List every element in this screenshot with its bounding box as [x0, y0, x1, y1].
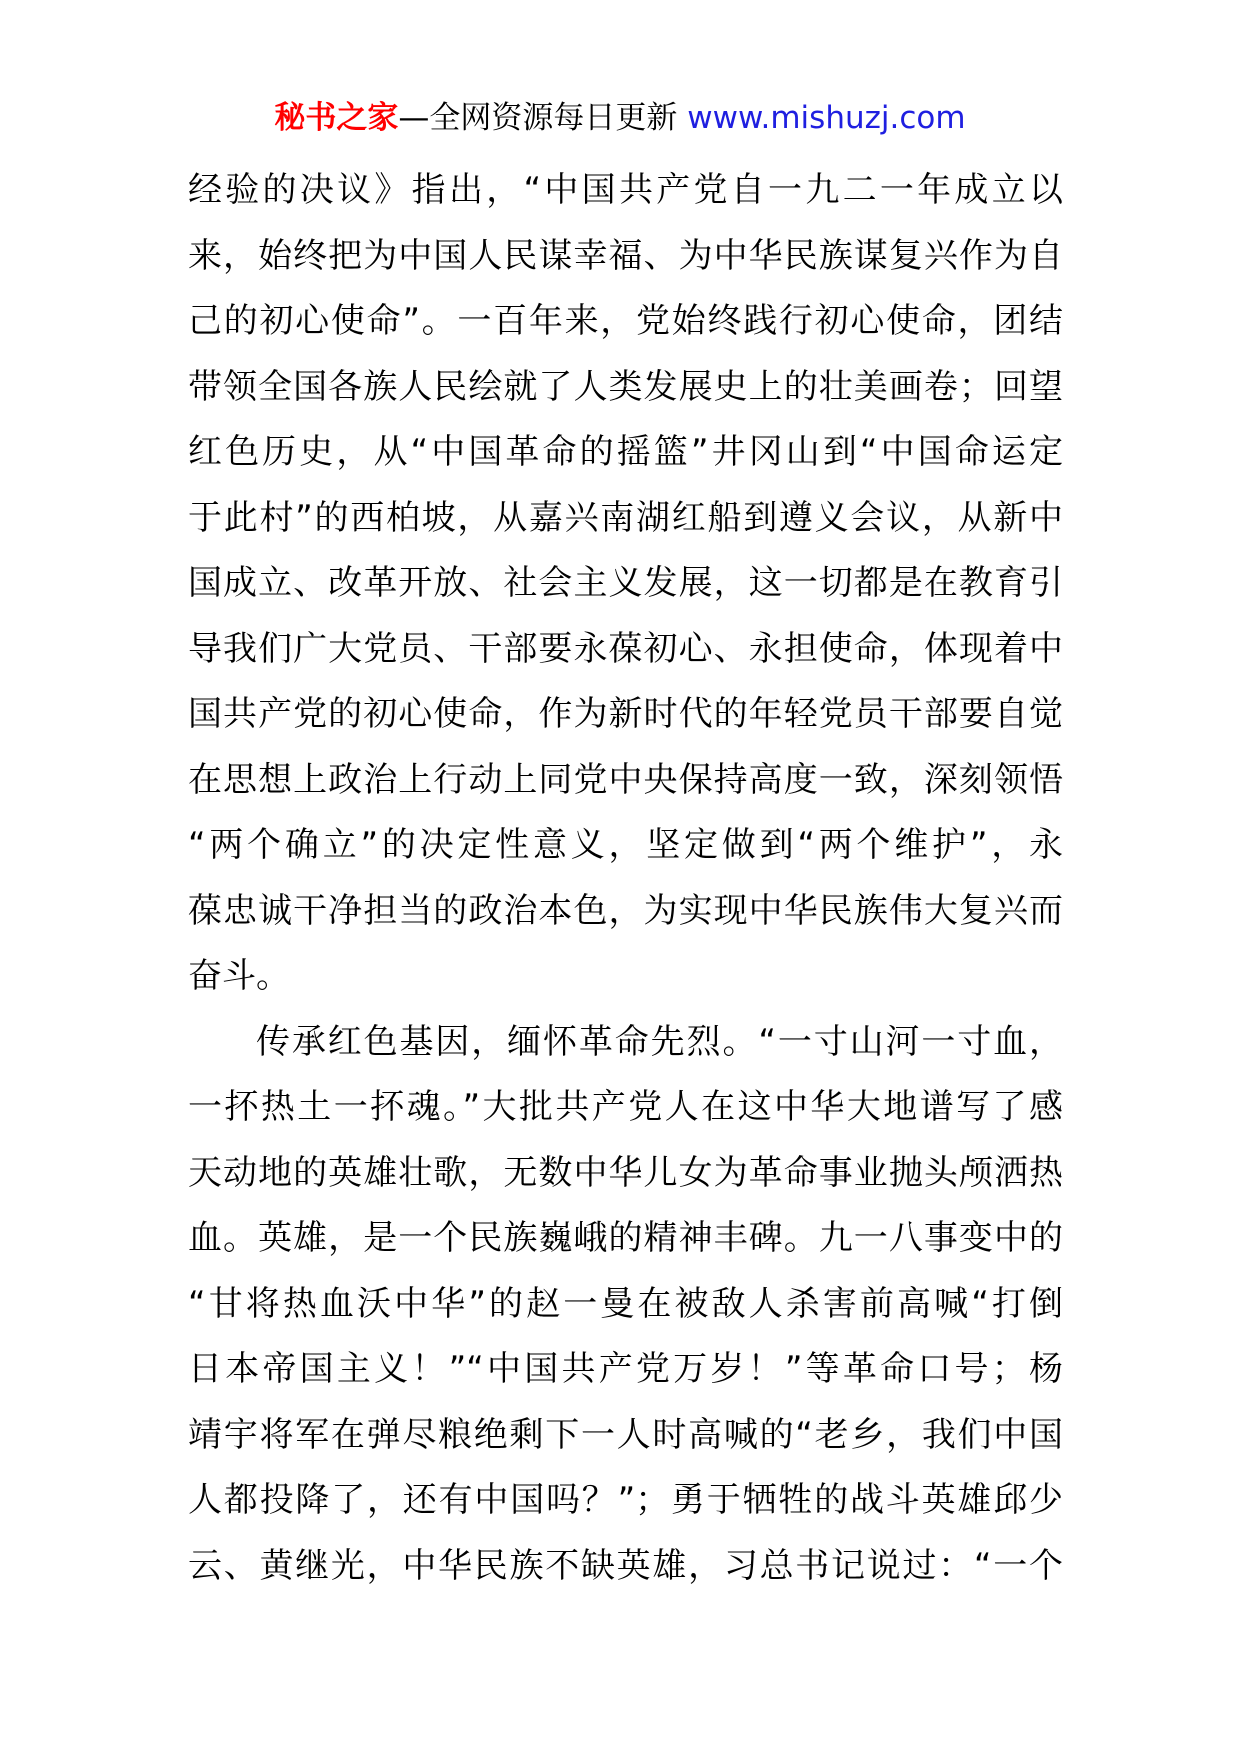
text-line: 导我们广大党员、干部要永葆初心、永担使命，体现着中 [188, 628, 1063, 669]
text-line: 人都投降了，还有中国吗？”；勇于牺牲的战斗英雄邱少 [188, 1480, 1063, 1520]
paragraph-first-line: 传承红色基因，缅怀革命先烈。“一寸山河一寸血， [256, 1021, 1063, 1062]
text-line: 云、黄继光，中华民族不缺英雄，习总书记说过：“一个 [188, 1545, 1063, 1586]
text-line: 来，始终把为中国人民谋幸福、为中华民族谋复兴作为自 [188, 235, 1063, 276]
text-line: 于此村”的西柏坡，从嘉兴南湖红船到遵义会议，从新中 [188, 497, 1063, 538]
text-line: “甘将热血沃中华”的赵一曼在被敌人杀害前高喊“打倒 [188, 1283, 1063, 1324]
document-body [188, 158, 1063, 1599]
text-line: 在思想上政治上行动上同党中央保持高度一致，深刻领悟 [188, 759, 1063, 800]
text-line: 国共产党的初心使命，作为新时代的年轻党员干部要自觉 [188, 694, 1063, 734]
text-line: 国成立、改革开放、社会主义发展，这一切都是在教育引 [188, 563, 1063, 603]
text-line: “两个确立”的决定性意义，坚定做到“两个维护”，永 [188, 825, 1063, 865]
text-line: 日本帝国主义！”“中国共产党万岁！”等革命口号；杨 [188, 1349, 1063, 1389]
text-line: 血。英雄，是一个民族巍峨的精神丰碑。九一八事变中的 [188, 1218, 1063, 1258]
site-tagline: —全网资源每日更新 [398, 100, 688, 136]
site-header [0, 98, 1240, 138]
text-line: 带领全国各族人民绘就了人类发展史上的壮美画卷；回望 [188, 366, 1063, 407]
text-line: 红色历史，从“中国革命的摇篮”井冈山到“中国命运定 [188, 432, 1063, 472]
text-line: 己的初心使命”。一百年来，党始终践行初心使命，团结 [188, 301, 1063, 341]
text-line: 一抔热土一抔魂。”大批共产党人在这中华大地谱写了感 [188, 1087, 1063, 1127]
site-url-link[interactable]: www.mishuzj.com [687, 100, 966, 136]
paragraph-end-line: 奋斗。 [188, 956, 290, 996]
text-line: 葆忠诚干净担当的政治本色，为实现中华民族伟大复兴而 [188, 890, 1063, 931]
text-line: 经验的决议》指出，“中国共产党自一九二一年成立以 [188, 170, 1063, 210]
text-line: 靖宇将军在弹尽粮绝剩下一人时高喊的“老乡，我们中国 [188, 1414, 1063, 1455]
text-line: 天动地的英雄壮歌，无数中华儿女为革命事业抛头颅洒热 [188, 1152, 1063, 1193]
site-brand: 秘书之家 [274, 100, 399, 136]
